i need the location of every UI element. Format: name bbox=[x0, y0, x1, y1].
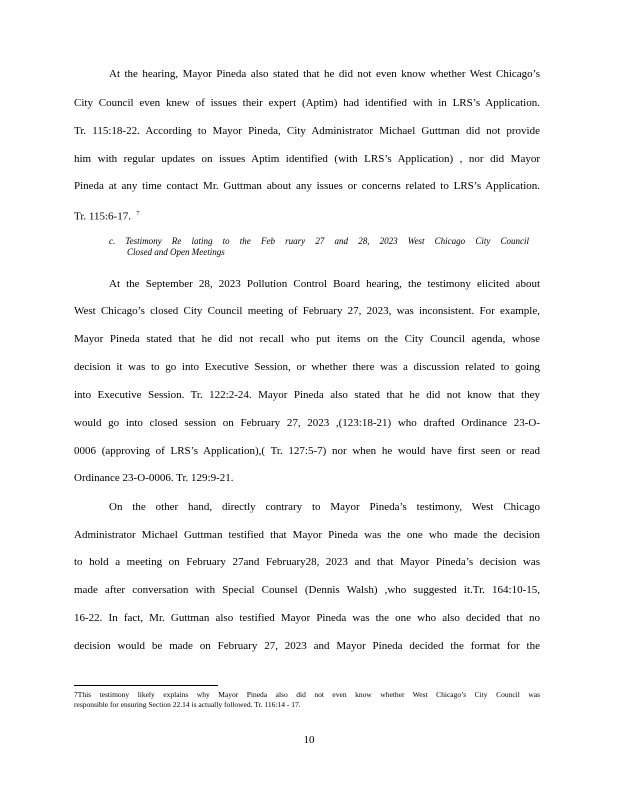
footnote-reference: 7 bbox=[136, 211, 140, 217]
paragraph-1-line-6-text: Tr. 115:6-17. bbox=[74, 210, 131, 223]
paragraph-1-line-5: Pineda at any time contact Mr. Guttman about any issues or concerns related to LRS’s Application. bbox=[74, 180, 540, 192]
paragraph-2-line-2: West Chicago’s closed City Council meeting of February 27, 2023, was inconsistent. For example, bbox=[74, 305, 540, 317]
paragraph-3-line-1: On the other hand, directly contrary to Mayor Pineda’s testimony, West Chicago bbox=[109, 501, 540, 513]
paragraph-1-line-6 bbox=[74, 208, 540, 224]
paragraph-2-line-8: Ordinance 23-O-0006. Tr. 129:9-21. bbox=[74, 472, 234, 484]
paragraph-2-line-5: into Executive Session. Tr. 122:2-24. Mayor Pineda also stated that he did not know that they bbox=[74, 389, 540, 401]
paragraph-1-line-1: At the hearing, Mayor Pineda also stated that he did not even know whether West Chicago’s bbox=[109, 68, 540, 80]
footnote-line-2: responsible for ensuring Section 22.14 is actually followed. Tr. 116:14 - 17. bbox=[74, 700, 301, 709]
footnote-separator bbox=[74, 685, 218, 686]
paragraph-2-line-6: would go into closed session on February 27, 2023 ,(123:18-21) who drafted Ordinance 23-O- bbox=[74, 417, 540, 429]
paragraph-2-line-4: decision it was to go into Executive Session, or whether there was a discussion related to going bbox=[74, 361, 540, 373]
paragraph-1-line-2: City Council even knew of issues their expert (Aptim) had identified with in LRS’s Application. bbox=[74, 97, 540, 109]
paragraph-3-line-2: Administrator Michael Guttman testified that Mayor Pineda was the one who made the decision bbox=[74, 529, 540, 541]
paragraph-3-line-6: decision would be made on February 27, 2023 and Mayor Pineda decided the format for the bbox=[74, 640, 540, 652]
paragraph-2-line-7: 0006 (approving of LRS’s Application),( Tr. 127:5-7) nor when he would have first seen or read bbox=[74, 445, 540, 457]
section-heading bbox=[109, 236, 540, 258]
page-number: 10 bbox=[303, 734, 315, 746]
paragraph-1-line-3: Tr. 115:18-22. According to Mayor Pineda, City Administrator Michael Guttman did not provide bbox=[74, 125, 540, 137]
paragraph-1-line-4: him with regular updates on issues Aptim identified (with LRS’s Application) , nor did Mayor bbox=[74, 153, 540, 165]
paragraph-2-line-1: At the September 28, 2023 Pollution Control Board hearing, the testimony elicited about bbox=[109, 278, 540, 290]
section-heading-line-2: Closed and Open Meetings bbox=[127, 247, 225, 257]
paragraph-3-line-5: 16-22. In fact, Mr. Guttman also testified Mayor Pineda was the one who also decided that no bbox=[74, 612, 540, 624]
section-heading-line-1: c. Testimony Re lating to the Feb ruary 27 and 28, 2023 West Chicago City Council bbox=[109, 236, 529, 246]
paragraph-2-line-3: Mayor Pineda stated that he did not recall who put items on the City Council agenda, whose bbox=[74, 333, 540, 345]
paragraph-3-line-4: made after conversation with Special Counsel (Dennis Walsh) ,who suggested it.Tr. 164:10-15, bbox=[74, 584, 540, 596]
footnote-line-1: 7This testimony likely explains why Mayor Pineda also did not even know whether West Chicago’s City Council was bbox=[74, 690, 540, 699]
paragraph-3-line-3: to hold a meeting on February 27and February28, 2023 and that Mayor Pineda’s decision was bbox=[74, 556, 540, 568]
